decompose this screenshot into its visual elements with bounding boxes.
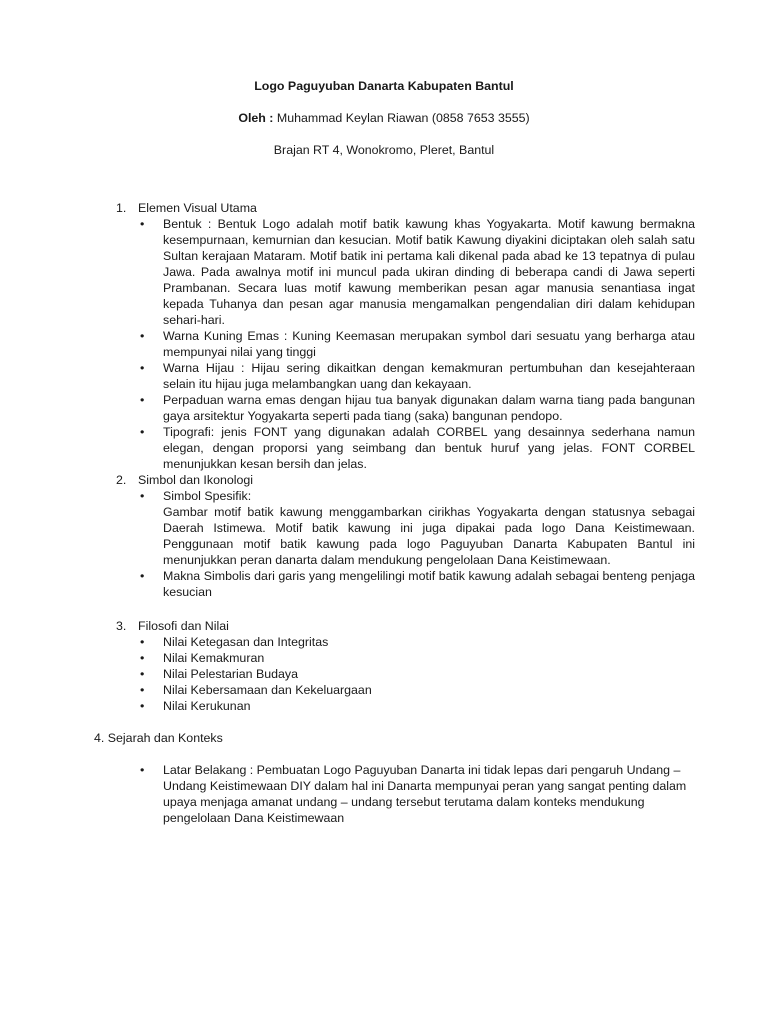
- author-value: Muhammad Keylan Riawan (0858 7653 3555): [273, 111, 530, 125]
- list-item: • Nilai Kebersamaan dan Kekeluargaan: [140, 682, 695, 698]
- list-item-head: • Simbol Spesifik:: [163, 489, 252, 503]
- address-line: Brajan RT 4, Wonokromo, Pleret, Bantul: [273, 143, 495, 157]
- section-heading-visual-elements: [116, 200, 257, 216]
- list-item: • Bentuk : Bentuk Logo adalah motif batik kawung khas Yogyakarta. Motif kawung bermakna kesempurnaan, kemurnian dan kesucian. Motif batik Kawung diyakini diciptakan oleh salah satu Sultan kerajaan Mataram. Motif batik ini pertama kali dikenal pada abad ke 13 tepatnya di pulau Jawa. Pada awalnya motif ini muncul pada ukiran dinding di beberapa candi di Jawa seperti Prambanan. Secara luas motif kawung memberikan pesan agar manusia senantiasa ingat kepada Tuhanya dan pesan agar manusia mengamalkan pengendalian diri dalam kehidupan sehari-hari.: [140, 216, 695, 328]
- section-heading-symbols: [116, 472, 253, 488]
- section-number: 2.: [116, 473, 127, 487]
- list-item: [140, 488, 695, 568]
- section-heading-philosophy: [116, 618, 229, 634]
- list-item: • Nilai Ketegasan dan Integritas: [140, 634, 695, 650]
- section-title: Simbol dan Ikonologi: [138, 473, 254, 487]
- visual-elements-list: [140, 216, 695, 472]
- list-item-body: Gambar motif batik kawung menggambarkan cirikhas Yogyakarta dengan statusnya sebagai Daerah Istimewa. Motif batik kawung ini juga dipakai pada logo Dana Keistimewaan. Penggunaan motif batik kawung pada logo Paguyuban Danarta Kabupaten Bantul ini menunjukkan peran danarta dalam mendukung pengelolaan Dana Keistimewaan.: [163, 505, 695, 567]
- section-title: Filosofi dan Nilai: [138, 619, 229, 633]
- section-title: Elemen Visual Utama: [138, 201, 257, 215]
- list-item: • Warna Kuning Emas : Kuning Keemasan merupakan symbol dari sesuatu yang berharga atau mempunyai nilai yang tinggi: [140, 328, 695, 360]
- symbols-list: [140, 488, 695, 600]
- list-item: • Nilai Kerukunan: [140, 698, 695, 714]
- author-line: [0, 110, 768, 126]
- values-list: [140, 634, 695, 714]
- list-item: • Nilai Pelestarian Budaya: [140, 666, 695, 682]
- section-number: 1.: [116, 201, 127, 215]
- document-title: Logo Paguyuban Danarta Kabupaten Bantul: [254, 79, 514, 93]
- list-item: • Nilai Kemakmuran: [140, 650, 695, 666]
- list-item: • Latar Belakang : Pembuatan Logo Paguyuban Danarta ini tidak lepas dari pengaruh Undang – Undang Keistimewaan DIY dalam hal ini Danarta mempunyai peran yang sangat penting dalam upaya menjaga amanat undang – undang tersebut terutama dalam konteks mendukung pengelolaan Dana Keistimewaan: [140, 762, 695, 826]
- list-item: • Makna Simbolis dari garis yang mengelilingi motif batik kawung adalah sebagai benteng penjaga kesucian: [140, 568, 695, 600]
- author-label: Oleh :: [238, 111, 274, 125]
- section-number: 3.: [116, 619, 127, 633]
- section-heading-history: 4. Sejarah dan Konteks: [94, 731, 223, 745]
- list-item: • Perpaduan warna emas dengan hijau tua banyak digunakan dalam warna tiang pada bangunan gaya arsitektur Yogyakarta seperti pada tiang (saka) bangunan pendopo.: [140, 392, 695, 424]
- list-item: • Warna Hijau : Hijau sering dikaitkan dengan kemakmuran pertumbuhan dan kesejahteraan selain itu hijau juga melambangkan uang dan kekayaan.: [140, 360, 695, 392]
- history-list: [140, 762, 695, 826]
- list-item: • Tipografi: jenis FONT yang digunakan adalah CORBEL yang desainnya sederhana namun elegan, dengan proporsi yang seimbang dan bentuk huruf yang jelas. FONT CORBEL menunjukkan kesan bersih dan jelas.: [140, 424, 695, 472]
